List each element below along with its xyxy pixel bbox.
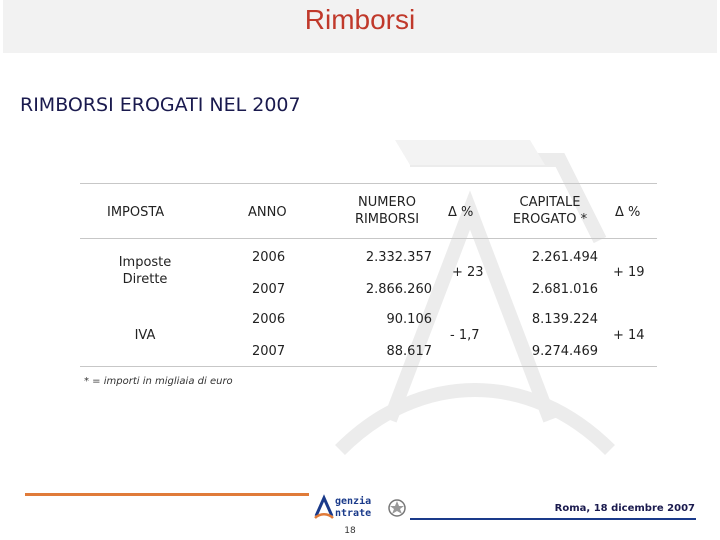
anno-cell: 2006 [252, 250, 286, 265]
delta-numero-cell: - 1,7 [450, 328, 480, 343]
header-imposta: IMPOSTA [107, 205, 165, 220]
imposta-imposte-dirette [100, 254, 190, 288]
slide-subtitle: RIMBORSI EROGATI NEL 2007 [20, 94, 301, 116]
footer-date: Roma, 18 dicembre 2007 [554, 503, 695, 514]
delta-numero-cell: + 23 [452, 265, 484, 280]
header-delta-numero: Δ % [448, 205, 474, 220]
footnote: * = importi in migliaia di euro [84, 376, 233, 387]
header-delta-capitale: Δ % [615, 205, 641, 220]
capitale-cell: 2.681.016 [531, 282, 598, 297]
numero-cell: 88.617 [386, 344, 432, 359]
numero-cell: 2.332.357 [365, 250, 432, 265]
imposta-line1: Imposte [118, 255, 172, 270]
header-numero-line2: RIMBORSI [354, 212, 420, 227]
anno-cell: 2007 [252, 282, 286, 297]
logo-line1: genzia [335, 496, 372, 507]
header-capitale-line2: EROGATO * [512, 212, 588, 227]
header-capitale-erogato [495, 194, 605, 228]
page-number: 18 [344, 526, 356, 536]
header-capitale-line1: CAPITALE [519, 195, 581, 210]
anno-cell: 2006 [252, 312, 286, 327]
rimborsi-table [80, 183, 657, 367]
capitale-cell: 9.274.469 [531, 344, 598, 359]
capitale-cell: 8.139.224 [531, 312, 598, 327]
header-divider [80, 238, 657, 239]
footer-orange-line [25, 493, 309, 496]
italian-emblem-icon [387, 497, 407, 519]
header-numero-rimborsi [342, 194, 432, 228]
agenzia-entrate-logo-icon [313, 494, 335, 520]
delta-capitale-cell: + 19 [613, 265, 645, 280]
delta-capitale-cell: + 14 [613, 328, 645, 343]
anno-cell: 2007 [252, 344, 286, 359]
imposta-iva: IVA [134, 328, 156, 343]
logo-line2: ntrate [335, 508, 372, 519]
slide-title: Rimborsi [304, 4, 416, 35]
capitale-cell: 2.261.494 [531, 250, 598, 265]
header-numero-line1: NUMERO [358, 195, 416, 210]
numero-cell: 90.106 [386, 312, 432, 327]
footer-blue-line [410, 518, 696, 520]
numero-cell: 2.866.260 [365, 282, 432, 297]
header-anno: ANNO [248, 205, 287, 220]
imposta-line2: Dirette [122, 272, 168, 287]
